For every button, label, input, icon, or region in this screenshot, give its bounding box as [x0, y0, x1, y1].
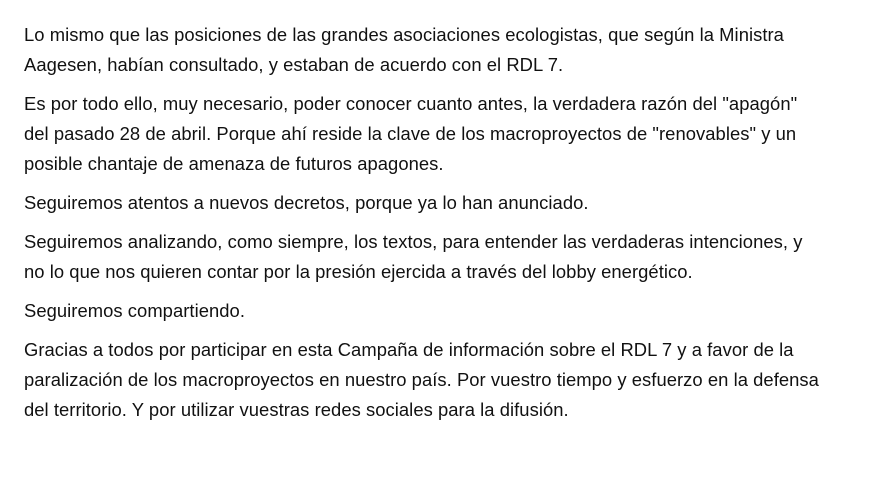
text-line: Seguiremos analizando, como siempre, los textos, para entender las verdaderas intenciones, y	[24, 231, 803, 252]
text-line: del pasado 28 de abril. Porque ahí reside la clave de los macroproyectos de "renovables" y un	[24, 123, 797, 144]
paragraph-ministra	[24, 20, 866, 80]
paragraph-apagon	[24, 89, 866, 179]
text-line: Lo mismo que las posiciones de las grandes asociaciones ecologistas, que según la Ministra	[24, 24, 784, 45]
text-line: Es por todo ello, muy necesario, poder conocer cuanto antes, la verdadera razón del "apagón"	[24, 93, 798, 114]
paragraph-analizando	[24, 227, 866, 287]
text-line: Seguiremos compartiendo.	[24, 300, 245, 321]
text-line: no lo que nos quieren contar por la presión ejercida a través del lobby energético.	[24, 261, 693, 282]
paragraph-decretos	[24, 188, 866, 218]
text-line: Seguiremos atentos a nuevos decretos, porque ya lo han anunciado.	[24, 192, 589, 213]
text-line: Aagesen, habían consultado, y estaban de acuerdo con el RDL 7.	[24, 54, 564, 75]
document-body	[24, 20, 866, 434]
text-line: paralización de los macroproyectos en nuestro país. Por vuestro tiempo y esfuerzo en la defensa	[24, 369, 819, 390]
text-line: posible chantaje de amenaza de futuros apagones.	[24, 153, 444, 174]
text-line: Gracias a todos por participar en esta Campaña de información sobre el RDL 7 y a favor de la	[24, 339, 794, 360]
paragraph-gracias	[24, 335, 866, 425]
paragraph-compartiendo	[24, 296, 866, 326]
text-line: del territorio. Y por utilizar vuestras redes sociales para la difusión.	[24, 399, 569, 420]
